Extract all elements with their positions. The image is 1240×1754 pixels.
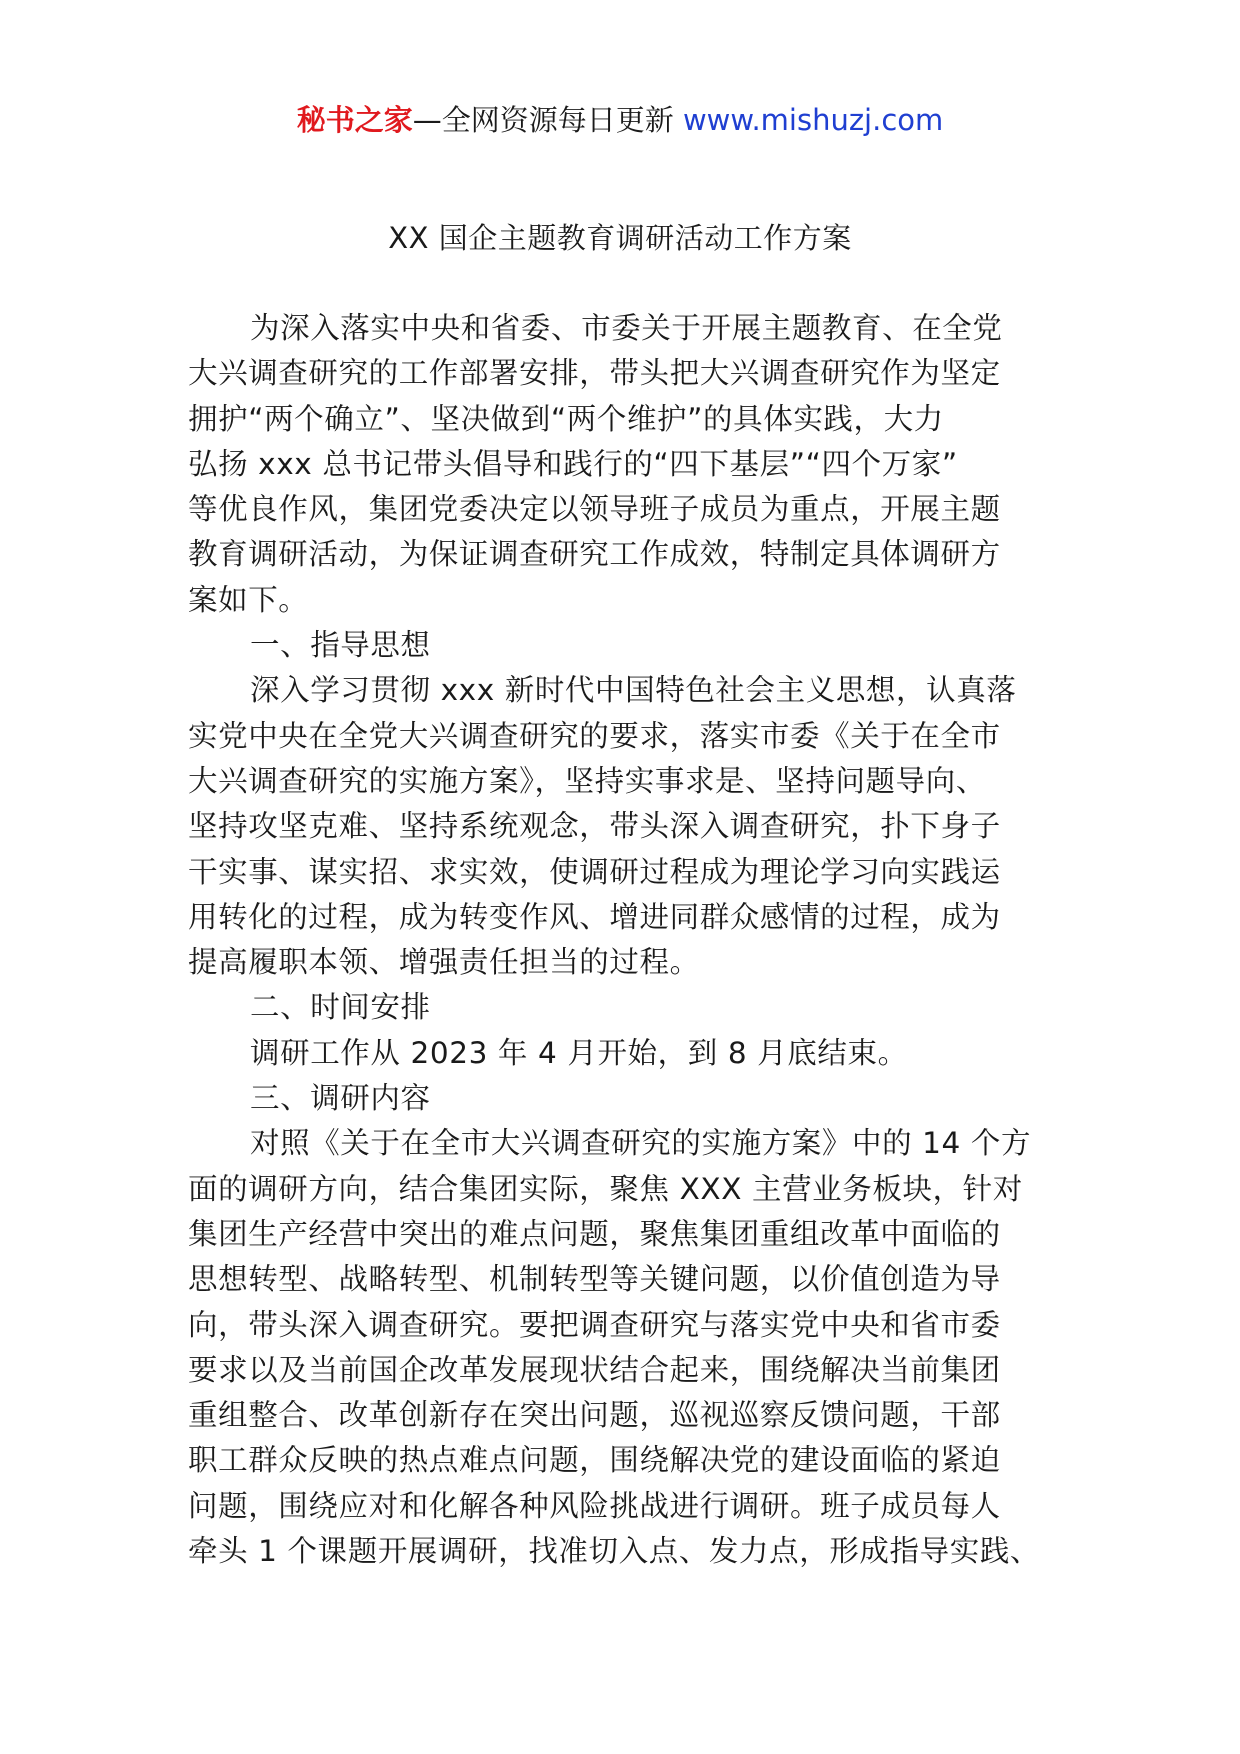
paragraph-line: 坚持攻坚克难、坚持系统观念，带头深入调查研究，扑下身子 (188, 809, 1001, 844)
paragraph-line: 拥护“两个确立”、坚决做到“两个维护”的具体实践，大力 (188, 401, 944, 436)
paragraph-line: 牵头 1 个课题开展调研，找准切入点、发力点，形成指导实践、 (188, 1534, 1041, 1569)
paragraph-line: 干实事、谋实招、求实效，使调研过程成为理论学习向实践运 (188, 854, 1001, 889)
paragraph-line: 案如下。 (188, 582, 309, 617)
paragraph-line: 等优良作风，集团党委决定以领导班子成员为重点，开展主题 (188, 492, 1001, 527)
paragraph-line: 教育调研活动，为保证调查研究工作成效，特制定具体调研方 (188, 537, 1001, 572)
paragraph-line: 实党中央在全党大兴调查研究的要求，落实市委《关于在全市 (188, 718, 1001, 753)
paragraph-line: 用转化的过程，成为转变作风、增进同群众感情的过程，成为 (188, 899, 1001, 934)
paragraph-line: 大兴调查研究的实施方案》，坚持实事求是、坚持问题导向、 (188, 763, 986, 798)
section-heading: 三、调研内容 (250, 1081, 431, 1116)
paragraph-line: 思想转型、战略转型、机制转型等关键问题，以价值创造为导 (188, 1262, 1001, 1297)
site-header (0, 100, 1240, 140)
section-heading: 二、时间安排 (250, 990, 431, 1025)
paragraph-line: 大兴调查研究的工作部署安排，带头把大兴调查研究作为坚定 (188, 356, 1001, 391)
paragraph-line: 问题，围绕应对和化解各种风险挑战进行调研。班子成员每人 (188, 1488, 1001, 1523)
document-body (188, 306, 1064, 1574)
section-heading: 一、指导思想 (250, 628, 431, 663)
site-url-link[interactable]: www.mishuzj.com (682, 103, 944, 137)
paragraph-line: 弘扬 xxx 总书记带头倡导和践行的“四下基层”“四个万家” (188, 446, 958, 481)
site-brand: 秘书之家 (296, 103, 413, 137)
paragraph-line: 对照《关于在全市大兴调查研究的实施方案》中的 14 个方 (250, 1126, 1032, 1161)
paragraph-line: 集团生产经营中突出的难点问题，聚焦集团重组改革中面临的 (188, 1216, 1001, 1251)
paragraph-line: 向，带头深入调查研究。要把调查研究与落实党中央和省市委 (188, 1307, 1001, 1342)
paragraph-line: 面的调研方向，结合集团实际，聚焦 XXX 主营业务板块，针对 (188, 1171, 1023, 1206)
site-tagline: —全网资源每日更新 (412, 103, 683, 137)
paragraph-line: 调研工作从 2023 年 4 月开始，到 8 月底结束。 (250, 1035, 908, 1070)
paragraph-line: 要求以及当前国企改革发展现状结合起来，围绕解决当前集团 (188, 1352, 1001, 1387)
paragraph-line: 为深入落实中央和省委、市委关于开展主题教育、在全党 (250, 311, 1003, 345)
paragraph-line: 重组整合、改革创新存在突出问题，巡视巡察反馈问题，干部 (188, 1398, 1001, 1433)
paragraph-line: 职工群众反映的热点难点问题，围绕解决党的建设面临的紧迫 (188, 1443, 1001, 1478)
paragraph-line: 提高履职本领、增强责任担当的过程。 (188, 945, 700, 980)
paragraph-line: 深入学习贯彻 xxx 新时代中国特色社会主义思想，认真落 (250, 673, 1017, 708)
document-title: XX 国企主题教育调研活动工作方案 (388, 221, 852, 255)
